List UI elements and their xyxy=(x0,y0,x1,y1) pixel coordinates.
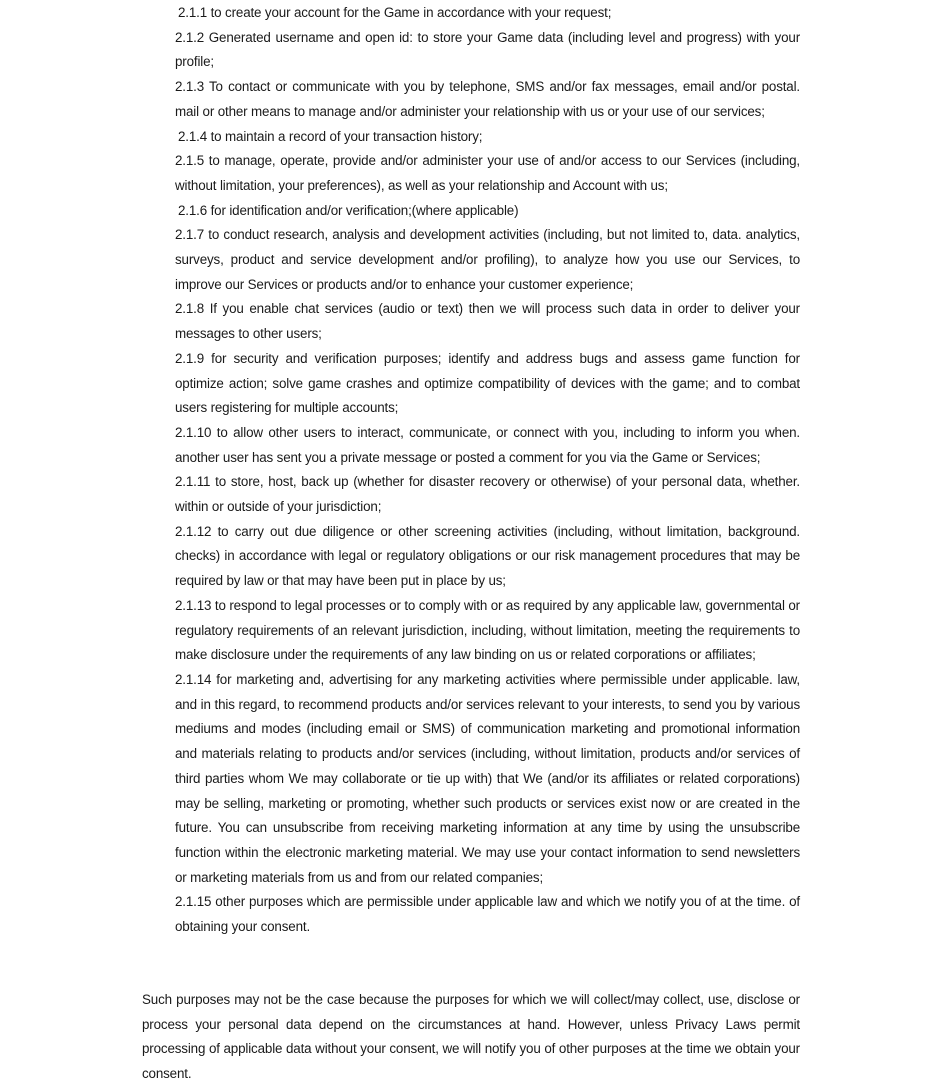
purpose-item-2-1-8: 2.1.8 If you enable chat services (audio or text) then we will process such data in order to deliver your messages to other users; xyxy=(175,301,800,342)
purpose-item-2-1-15: 2.1.15 other purposes which are permissible under applicable law and which we notify you of at the time. of obtaining your consent. xyxy=(175,894,800,935)
purpose-item-2-1-13: 2.1.13 to respond to legal processes or to comply with or as required by any applicable law, governmental or regulatory requirements of an relevant jurisdiction, including, without limitation, meeting the requirements to make disclosure under the requirements of any law binding on us or related corporations or affiliates; xyxy=(175,597,800,663)
purposes-list xyxy=(175,1,800,940)
purpose-item-2-1-11: 2.1.11 to store, host, back up (whether for disaster recovery or otherwise) of your personal data, whether. within or outside of your jurisdiction; xyxy=(175,474,800,515)
purpose-item-2-1-7: 2.1.7 to conduct research, analysis and development activities (including, but not limited to, data. analytics, surveys, product and service development and/or profiling), to analyze how you use our Services, to improve our Services or products and/or to enhance your customer experience; xyxy=(175,227,800,292)
purpose-item-2-1-6: 2.1.6 for identification and/or verification;(where applicable) xyxy=(178,202,519,218)
purpose-item-2-1-4: 2.1.4 to maintain a record of your transaction history; xyxy=(178,128,483,144)
purpose-item-2-1-3: 2.1.3 To contact or communicate with you by telephone, SMS and/or fax messages, email and/or postal. mail or other means to manage and/or administer your relationship with us or your use of our services; xyxy=(175,79,800,119)
purpose-item-2-1-5: 2.1.5 to manage, operate, provide and/or administer your use of and/or access to our Services (including, without limitation, your preferences), as well as your relationship and Account with us; xyxy=(175,153,800,193)
purpose-item-2-1-12: 2.1.12 to carry out due diligence or other screening activities (including, without limitation, background. checks) in accordance with legal or regulatory obligations or our risk management procedures that may be required by law or that may have been put in place by us; xyxy=(175,523,800,589)
purpose-item-2-1-10: 2.1.10 to allow other users to interact, communicate, or connect with you, including to inform you when. another user has sent you a private message or posted a comment for you via the Game or Services; xyxy=(175,424,800,465)
purpose-item-2-1-2: 2.1.2 Generated username and open id: to store your Game data (including level and progress) with your profile; xyxy=(175,29,800,70)
purpose-item-2-1-1: 2.1.1 to create your account for the Game in accordance with your request; xyxy=(178,5,612,20)
closing-paragraph: Such purposes may not be the case because the purposes for which we will collect/may collect, use, disclose or process your personal data depend on the circumstances at hand. However, unless Privacy Laws permit processing of applicable data without your consent, we will notify you of other purposes at the time we obtain your consent. xyxy=(142,992,800,1082)
purpose-item-2-1-9: 2.1.9 for security and verification purposes; identify and address bugs and assess game function for optimize action; solve game crashes and optimize compatibility of devices with the game; and to combat users registering for multiple accounts; xyxy=(175,350,800,416)
purpose-item-2-1-14: 2.1.14 for marketing and, advertising for any marketing activities where permissible under applicable. law, and in this regard, to recommend products and/or services relevant to your interests, to send you by various mediums and modes (including email or SMS) of communication marketing and promotional information and materials relating to products and/or services (including, without limitation, products and/or services of third parties whom We may collaborate or tie up with) that We (and/or its affiliates or related corporations) may be selling, marketing or promoting, whether such products or services exist now or are created in the future. You can unsubscribe from receiving marketing information at any time by using the unsubscribe function within the electronic marketing material. We may use your contact information to send newsletters or marketing materials from us and from our related companies; xyxy=(175,671,800,885)
